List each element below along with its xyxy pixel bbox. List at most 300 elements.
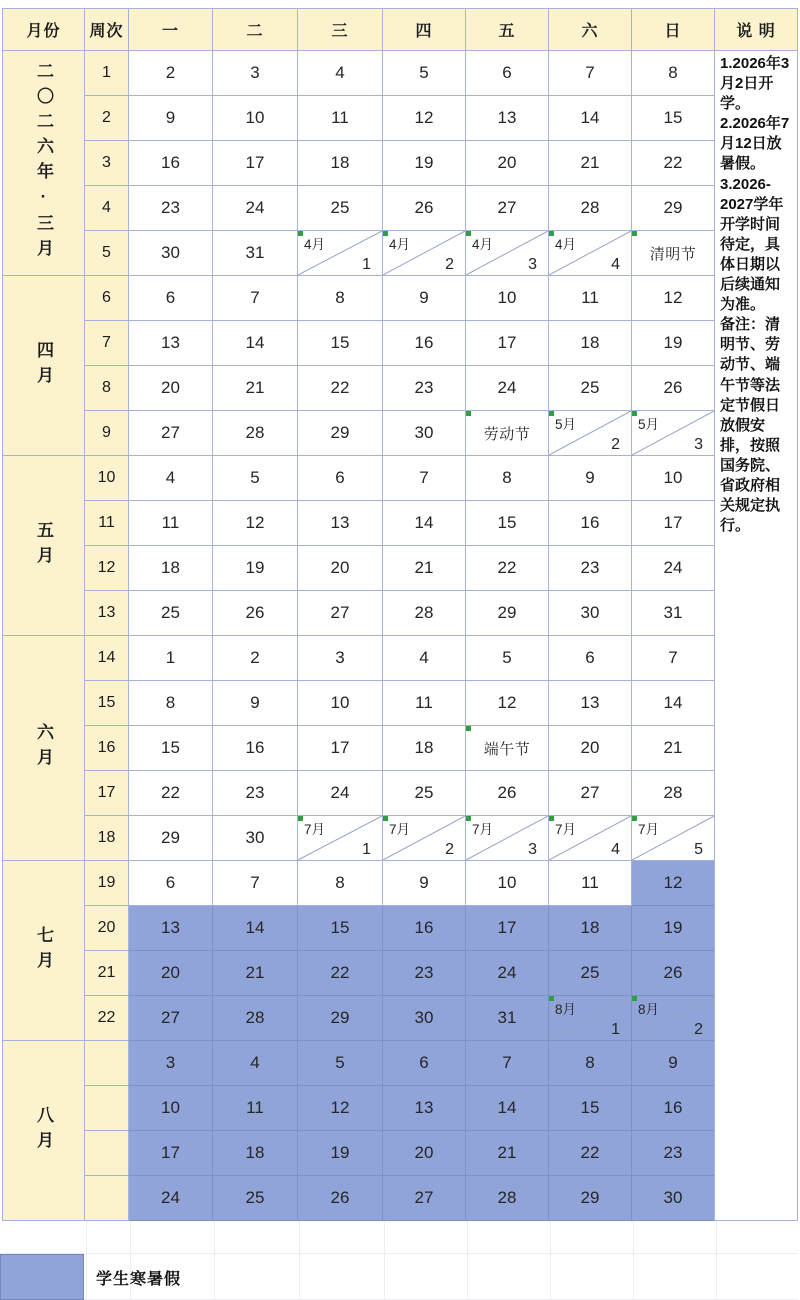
day-cell: 11 xyxy=(213,1086,298,1131)
week-number-cell: 13 xyxy=(85,591,129,636)
month-cell xyxy=(3,456,85,636)
calendar-row xyxy=(3,591,798,636)
calendar-row xyxy=(3,1176,798,1221)
split-day-number: 3 xyxy=(694,436,703,453)
day-cell: 28 xyxy=(549,186,632,231)
day-cell: 18 xyxy=(549,321,632,366)
faint-gridline xyxy=(384,1221,385,1300)
calendar-row xyxy=(3,816,798,861)
faint-gridline xyxy=(86,1221,87,1300)
day-cell: 16 xyxy=(129,141,213,186)
day-cell: 4 xyxy=(383,636,466,681)
split-day-number: 1 xyxy=(362,841,371,858)
day-cell: 9 xyxy=(213,681,298,726)
day-cell: 26 xyxy=(383,186,466,231)
day-cell: 23 xyxy=(383,951,466,996)
day-cell: 17 xyxy=(632,501,715,546)
day-cell: 24 xyxy=(129,1176,213,1221)
day-cell: 31 xyxy=(213,231,298,276)
comment-dot xyxy=(549,411,554,416)
day-cell: 24 xyxy=(466,366,549,411)
day-cell: 25 xyxy=(129,591,213,636)
legend-vacation-swatch xyxy=(0,1254,84,1300)
day-cell: 27 xyxy=(129,411,213,456)
split-day-number: 4 xyxy=(611,841,620,858)
day-cell: 23 xyxy=(549,546,632,591)
day-cell: 25 xyxy=(549,366,632,411)
day-cell: 11 xyxy=(549,861,632,906)
day-cell: 6 xyxy=(549,636,632,681)
calendar-row xyxy=(3,951,798,996)
day-cell: 5 xyxy=(466,636,549,681)
calendar-row xyxy=(3,906,798,951)
day-cell: 5 xyxy=(298,1041,383,1086)
day-cell: 21 xyxy=(466,1131,549,1176)
header-day-sat: 六 xyxy=(549,9,632,51)
day-cell: 19 xyxy=(298,1131,383,1176)
split-day-number: 5 xyxy=(694,841,703,858)
week-number-cell: 1 xyxy=(85,51,129,96)
day-cell: 22 xyxy=(298,366,383,411)
split-date-cell xyxy=(549,816,632,861)
split-date-cell xyxy=(549,231,632,276)
split-month-label: 8月 xyxy=(638,1002,660,1017)
split-day-number: 4 xyxy=(611,256,620,273)
comment-dot xyxy=(466,726,471,731)
day-cell: 21 xyxy=(632,726,715,771)
week-number-cell: 12 xyxy=(85,546,129,591)
comment-dot xyxy=(549,996,554,1001)
day-cell: 20 xyxy=(129,951,213,996)
day-cell: 23 xyxy=(213,771,298,816)
day-cell: 6 xyxy=(129,861,213,906)
day-cell: 17 xyxy=(466,906,549,951)
day-cell: 22 xyxy=(549,1131,632,1176)
day-cell: 7 xyxy=(466,1041,549,1086)
notes-cell xyxy=(715,51,798,1221)
day-cell: 17 xyxy=(298,726,383,771)
day-cell: 24 xyxy=(466,951,549,996)
day-cell: 8 xyxy=(298,276,383,321)
day-cell: 8 xyxy=(129,681,213,726)
week-number-cell: 21 xyxy=(85,951,129,996)
day-cell: 18 xyxy=(383,726,466,771)
calendar-row xyxy=(3,996,798,1041)
day-cell: 26 xyxy=(213,591,298,636)
month-cell xyxy=(3,276,85,456)
faint-gridline xyxy=(214,1221,215,1300)
split-date-cell xyxy=(632,411,715,456)
day-cell: 7 xyxy=(213,861,298,906)
calendar-row xyxy=(3,96,798,141)
day-cell: 25 xyxy=(213,1176,298,1221)
calendar-row xyxy=(3,276,798,321)
month-label: 五月 xyxy=(34,520,53,571)
day-cell: 13 xyxy=(298,501,383,546)
day-cell: 10 xyxy=(466,276,549,321)
day-cell: 2 xyxy=(129,51,213,96)
calendar-row xyxy=(3,186,798,231)
calendar-row xyxy=(3,546,798,591)
day-cell: 8 xyxy=(298,861,383,906)
day-cell: 24 xyxy=(213,186,298,231)
day-cell: 20 xyxy=(466,141,549,186)
day-cell: 30 xyxy=(632,1176,715,1221)
week-number-cell: 9 xyxy=(85,411,129,456)
day-cell: 4 xyxy=(129,456,213,501)
week-number-cell: 5 xyxy=(85,231,129,276)
day-cell: 15 xyxy=(466,501,549,546)
month-cell xyxy=(3,51,85,276)
calendar-row xyxy=(3,681,798,726)
split-day-number: 2 xyxy=(694,1021,703,1038)
week-number-cell xyxy=(85,1131,129,1176)
calendar-row xyxy=(3,1041,798,1086)
day-cell: 8 xyxy=(549,1041,632,1086)
comment-dot xyxy=(383,816,388,821)
day-cell: 30 xyxy=(383,996,466,1041)
day-cell: 13 xyxy=(466,96,549,141)
day-cell: 3 xyxy=(129,1041,213,1086)
day-cell: 25 xyxy=(549,951,632,996)
week-number-cell: 4 xyxy=(85,186,129,231)
day-cell: 27 xyxy=(298,591,383,636)
day-cell: 21 xyxy=(383,546,466,591)
day-cell: 14 xyxy=(632,681,715,726)
day-cell: 11 xyxy=(129,501,213,546)
week-number-cell: 19 xyxy=(85,861,129,906)
split-month-label: 7月 xyxy=(555,822,577,837)
day-cell: 9 xyxy=(383,276,466,321)
day-cell: 6 xyxy=(298,456,383,501)
week-number-cell xyxy=(85,1041,129,1086)
day-cell: 13 xyxy=(129,906,213,951)
week-number-cell: 2 xyxy=(85,96,129,141)
day-cell: 17 xyxy=(213,141,298,186)
day-cell: 17 xyxy=(466,321,549,366)
day-cell: 12 xyxy=(298,1086,383,1131)
day-cell: 20 xyxy=(129,366,213,411)
day-cell: 3 xyxy=(213,51,298,96)
day-cell: 12 xyxy=(383,96,466,141)
day-cell: 10 xyxy=(213,96,298,141)
day-cell: 19 xyxy=(213,546,298,591)
day-cell: 23 xyxy=(129,186,213,231)
month-cell xyxy=(3,861,85,1041)
holiday-label: 端午节 xyxy=(483,740,531,758)
day-cell: 9 xyxy=(549,456,632,501)
day-cell: 10 xyxy=(298,681,383,726)
day-cell: 29 xyxy=(298,411,383,456)
day-cell: 30 xyxy=(383,411,466,456)
split-month-label: 4月 xyxy=(304,237,326,252)
week-number-cell xyxy=(85,1086,129,1131)
header-notes-col: 说 明 xyxy=(715,9,798,51)
faint-gridline xyxy=(467,1221,468,1300)
week-number-cell: 18 xyxy=(85,816,129,861)
calendar-row xyxy=(3,726,798,771)
day-cell: 20 xyxy=(549,726,632,771)
header-day-tue: 二 xyxy=(213,9,298,51)
day-cell: 24 xyxy=(298,771,383,816)
day-cell: 26 xyxy=(466,771,549,816)
day-cell: 30 xyxy=(549,591,632,636)
day-cell: 18 xyxy=(549,906,632,951)
day-cell: 8 xyxy=(466,456,549,501)
day-cell: 1 xyxy=(129,636,213,681)
day-cell: 9 xyxy=(129,96,213,141)
day-cell: 28 xyxy=(383,591,466,636)
day-cell: 27 xyxy=(129,996,213,1041)
day-cell: 31 xyxy=(466,996,549,1041)
day-cell: 4 xyxy=(298,51,383,96)
day-cell: 26 xyxy=(632,366,715,411)
day-cell: 12 xyxy=(632,276,715,321)
day-cell: 11 xyxy=(383,681,466,726)
split-day-number: 1 xyxy=(611,1021,620,1038)
day-cell: 10 xyxy=(466,861,549,906)
calendar-row xyxy=(3,411,798,456)
split-date-cell xyxy=(466,231,549,276)
day-cell: 22 xyxy=(129,771,213,816)
day-cell: 11 xyxy=(549,276,632,321)
holiday-label: 劳动节 xyxy=(483,425,531,443)
comment-dot xyxy=(632,231,637,236)
day-cell: 20 xyxy=(383,1131,466,1176)
calendar-row xyxy=(3,456,798,501)
month-label: 六月 xyxy=(34,723,53,773)
day-cell: 6 xyxy=(129,276,213,321)
calendar-row xyxy=(3,636,798,681)
calendar-row xyxy=(3,771,798,816)
week-number-cell: 22 xyxy=(85,996,129,1041)
month-cell xyxy=(3,636,85,861)
month-label: 七月 xyxy=(34,925,53,976)
day-cell: 13 xyxy=(129,321,213,366)
day-cell: 9 xyxy=(632,1041,715,1086)
day-cell: 19 xyxy=(383,141,466,186)
faint-gridline xyxy=(550,1221,551,1300)
comment-dot xyxy=(466,411,471,416)
comment-dot xyxy=(383,231,388,236)
split-day-number: 1 xyxy=(362,256,371,273)
split-month-label: 4月 xyxy=(389,237,411,252)
week-number-cell: 8 xyxy=(85,366,129,411)
split-date-cell xyxy=(298,816,383,861)
split-date-cell xyxy=(383,816,466,861)
calendar-row xyxy=(3,141,798,186)
day-cell: 13 xyxy=(383,1086,466,1131)
calendar-row xyxy=(3,366,798,411)
header-day-sun: 日 xyxy=(632,9,715,51)
day-cell: 7 xyxy=(383,456,466,501)
day-cell: 16 xyxy=(632,1086,715,1131)
day-cell: 6 xyxy=(383,1041,466,1086)
split-date-cell xyxy=(549,411,632,456)
day-cell: 17 xyxy=(129,1131,213,1176)
calendar-row xyxy=(3,231,798,276)
day-cell: 12 xyxy=(466,681,549,726)
comment-dot xyxy=(632,996,637,1001)
day-cell: 16 xyxy=(383,321,466,366)
day-cell: 29 xyxy=(549,1176,632,1221)
day-cell: 26 xyxy=(298,1176,383,1221)
calendar-row xyxy=(3,861,798,906)
day-cell: 5 xyxy=(213,456,298,501)
split-month-label: 5月 xyxy=(555,417,577,432)
header-day-wed: 三 xyxy=(298,9,383,51)
day-cell: 13 xyxy=(549,681,632,726)
header-day-thu: 四 xyxy=(383,9,466,51)
notes-line: 2.2026年7月12日放暑假。 xyxy=(720,115,790,173)
comment-dot xyxy=(549,816,554,821)
day-cell: 27 xyxy=(383,1176,466,1221)
day-cell: 18 xyxy=(129,546,213,591)
calendar-row xyxy=(3,321,798,366)
holiday-cell xyxy=(466,411,549,456)
day-cell: 15 xyxy=(298,906,383,951)
day-cell: 21 xyxy=(213,951,298,996)
week-number-cell: 7 xyxy=(85,321,129,366)
header-month-col: 月份 xyxy=(3,9,85,51)
week-number-cell xyxy=(85,1176,129,1221)
day-cell: 30 xyxy=(213,816,298,861)
month-label: 二〇二六年·三月 xyxy=(34,62,53,264)
split-day-number: 2 xyxy=(611,436,620,453)
split-month-label: 4月 xyxy=(472,237,494,252)
split-day-number: 3 xyxy=(528,256,537,273)
legend-vacation-label: 学生寒暑假 xyxy=(96,1271,182,1288)
week-number-cell: 14 xyxy=(85,636,129,681)
day-cell: 7 xyxy=(632,636,715,681)
day-cell: 18 xyxy=(213,1131,298,1176)
day-cell: 31 xyxy=(632,591,715,636)
day-cell: 23 xyxy=(383,366,466,411)
split-month-label: 7月 xyxy=(389,822,411,837)
split-month-label: 7月 xyxy=(304,822,326,837)
day-cell: 15 xyxy=(298,321,383,366)
day-cell: 29 xyxy=(129,816,213,861)
day-cell: 21 xyxy=(213,366,298,411)
split-day-number: 2 xyxy=(445,841,454,858)
day-cell: 16 xyxy=(383,906,466,951)
day-cell: 7 xyxy=(549,51,632,96)
day-cell: 10 xyxy=(632,456,715,501)
day-cell: 28 xyxy=(213,996,298,1041)
calendar-row xyxy=(3,501,798,546)
day-cell: 11 xyxy=(298,96,383,141)
day-cell: 24 xyxy=(632,546,715,591)
day-cell: 21 xyxy=(549,141,632,186)
faint-gridline xyxy=(716,1221,717,1300)
header-day-mon: 一 xyxy=(129,9,213,51)
month-cell xyxy=(3,1041,85,1221)
month-label: 四月 xyxy=(34,340,53,391)
week-number-cell: 3 xyxy=(85,141,129,186)
day-cell: 15 xyxy=(632,96,715,141)
notes-line: 备注：清明节、劳动节、端午节等法定节假日放假安排，按照国务院、省政府相关规定执行。 xyxy=(720,316,781,535)
split-month-label: 8月 xyxy=(555,1002,577,1017)
day-cell: 30 xyxy=(129,231,213,276)
day-cell: 29 xyxy=(632,186,715,231)
day-cell: 28 xyxy=(466,1176,549,1221)
comment-dot xyxy=(298,816,303,821)
day-cell: 9 xyxy=(383,861,466,906)
day-cell: 22 xyxy=(466,546,549,591)
day-cell: 10 xyxy=(129,1086,213,1131)
week-number-cell: 16 xyxy=(85,726,129,771)
comment-dot xyxy=(632,816,637,821)
faint-gridline xyxy=(633,1221,634,1300)
day-cell: 5 xyxy=(383,51,466,96)
day-cell: 7 xyxy=(213,276,298,321)
header-day-fri: 五 xyxy=(466,9,549,51)
split-day-number: 2 xyxy=(445,256,454,273)
calendar-row xyxy=(3,1086,798,1131)
faint-gridline xyxy=(299,1221,300,1300)
calendar-body xyxy=(3,51,798,1221)
notes-line: 1.2026年3月2日开学。 xyxy=(720,55,790,113)
header-row xyxy=(3,9,798,51)
comment-dot xyxy=(632,411,637,416)
day-cell: 3 xyxy=(298,636,383,681)
notes-line: 3.2026-2027学年开学时间待定，具体日期以后续通知为准。 xyxy=(720,175,784,314)
day-cell: 16 xyxy=(549,501,632,546)
day-cell: 15 xyxy=(129,726,213,771)
day-cell: 2 xyxy=(213,636,298,681)
week-number-cell: 15 xyxy=(85,681,129,726)
day-cell: 15 xyxy=(549,1086,632,1131)
day-cell: 14 xyxy=(383,501,466,546)
split-month-label: 7月 xyxy=(638,822,660,837)
day-cell: 16 xyxy=(213,726,298,771)
day-cell: 25 xyxy=(383,771,466,816)
split-date-cell xyxy=(632,996,715,1041)
day-cell: 12 xyxy=(632,861,715,906)
week-number-cell: 20 xyxy=(85,906,129,951)
comment-dot xyxy=(549,231,554,236)
day-cell: 6 xyxy=(466,51,549,96)
comment-dot xyxy=(466,231,471,236)
day-cell: 28 xyxy=(632,771,715,816)
day-cell: 29 xyxy=(298,996,383,1041)
day-cell: 14 xyxy=(213,906,298,951)
split-month-label: 4月 xyxy=(555,237,577,252)
split-date-cell xyxy=(383,231,466,276)
day-cell: 26 xyxy=(632,951,715,996)
calendar-row xyxy=(3,1131,798,1176)
day-cell: 14 xyxy=(549,96,632,141)
calendar-row xyxy=(3,51,798,96)
calendar-table xyxy=(2,8,798,1221)
split-date-cell xyxy=(632,816,715,861)
day-cell: 14 xyxy=(213,321,298,366)
day-cell: 8 xyxy=(632,51,715,96)
day-cell: 29 xyxy=(466,591,549,636)
split-day-number: 3 xyxy=(528,841,537,858)
day-cell: 14 xyxy=(466,1086,549,1131)
day-cell: 19 xyxy=(632,906,715,951)
day-cell: 28 xyxy=(213,411,298,456)
holiday-label: 清明节 xyxy=(649,245,697,263)
day-cell: 25 xyxy=(298,186,383,231)
week-number-cell: 10 xyxy=(85,456,129,501)
day-cell: 22 xyxy=(298,951,383,996)
header-week-col: 周次 xyxy=(85,9,129,51)
comment-dot xyxy=(298,231,303,236)
split-date-cell xyxy=(549,996,632,1041)
split-month-label: 5月 xyxy=(638,417,660,432)
